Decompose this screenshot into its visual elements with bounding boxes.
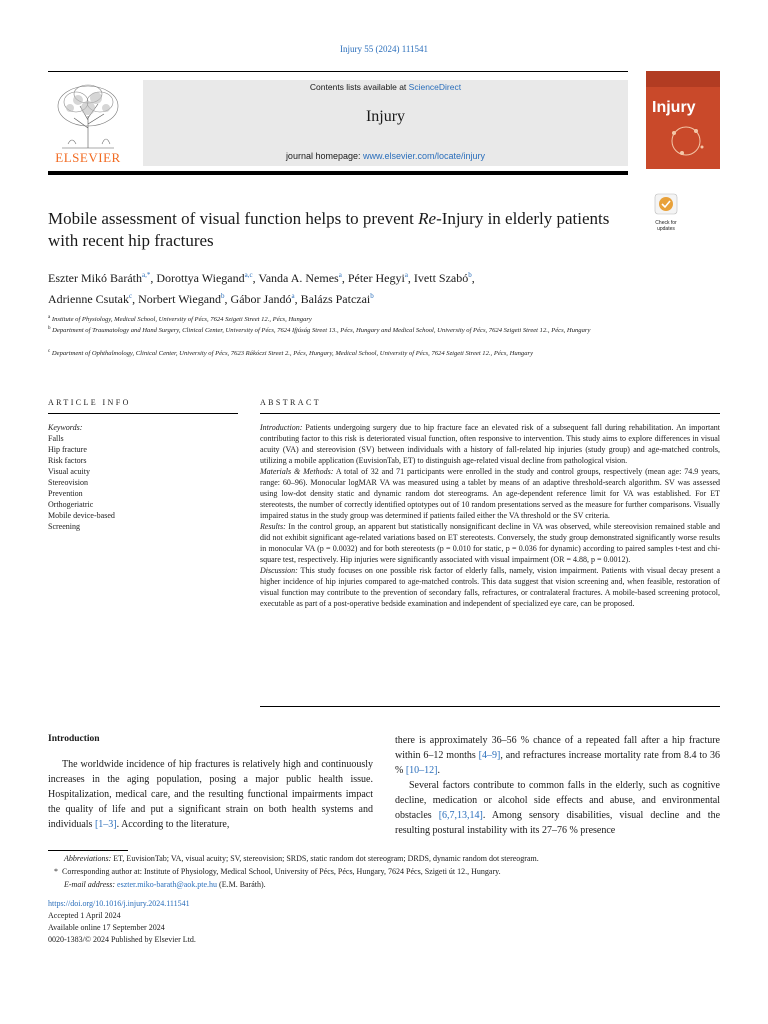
abstract-heading: ABSTRACT bbox=[260, 398, 321, 407]
abstract-discussion-label: Discussion: bbox=[260, 566, 298, 575]
body-paragraph bbox=[48, 757, 373, 832]
abstract-methods bbox=[260, 466, 720, 521]
citation-link[interactable]: [4–9] bbox=[478, 750, 501, 761]
sciencedirect-link[interactable]: ScienceDirect bbox=[408, 82, 462, 92]
homepage-link[interactable]: www.elsevier.com/locate/injury bbox=[363, 151, 486, 161]
author-affil-marker[interactable]: a bbox=[404, 271, 408, 279]
author-affil-marker[interactable]: a,c bbox=[244, 271, 253, 279]
email-suffix: (E.M. Baráth). bbox=[217, 880, 266, 889]
elsevier-wordmark: ELSEVIER bbox=[55, 150, 121, 165]
affiliation bbox=[48, 346, 628, 359]
abstract-results-text: In the control group, an apparent but statistically nonsignificant decline in VA was observed, while stereovision remained stable and did not exhibit significant age-related variations based on ET stereotests. Conversely, the study group demonstrated significantly worse results in monocular VA (p = 0.0032) and for both stereotests (p = 0.010 for static, p = 0.036 for dynamic) according to paired samples t-test and chi-square test, respectively. Hip injuries were significantly associated with visual impairment (OR = 4.88, p = 0.0012). bbox=[260, 522, 720, 564]
affiliation-text: Department of Ophthalmology, Clinical Center, University of Pécs, 7623 Rákóczi Street 2., Pécs, Hungary, Medical School, University of Pécs, 7624 Szigeti Street 12., Pécs, Hungary bbox=[51, 350, 534, 358]
author-affil-marker[interactable]: b bbox=[370, 292, 374, 300]
abbreviations-label: Abbreviations: bbox=[64, 854, 112, 863]
abstract-intro-label: Introduction: bbox=[260, 423, 303, 432]
homepage-prefix: journal homepage: bbox=[285, 151, 363, 161]
abstract-methods-label: Materials & Methods: bbox=[260, 467, 334, 476]
abbreviations-text: ET, EuvisionTab; VA, visual acuity; SV, stereovision; SRDS, static random dot stereogram; DRDS, dynamic random dot stereogram. bbox=[111, 854, 539, 863]
keywords-label: Keywords: bbox=[48, 423, 83, 432]
affiliation-text: Institute of Physiology, Medical School, University of Pécs, 7624 Szigeti Street 12., Pécs, Hungary bbox=[51, 316, 312, 324]
citation-link[interactable]: [10–12] bbox=[405, 765, 438, 776]
doi-link[interactable]: https://doi.org/10.1016/j.injury.2024.111541 bbox=[48, 899, 190, 908]
title-emphasis: Re bbox=[418, 209, 437, 228]
body-text: . bbox=[437, 765, 441, 776]
keyword: Stereovision bbox=[48, 478, 88, 487]
abstract-discussion bbox=[260, 565, 720, 609]
author-affil-marker[interactable]: c bbox=[128, 292, 133, 300]
affiliation bbox=[48, 323, 628, 336]
abstract-bottom-rule bbox=[260, 706, 720, 707]
affiliation-marker: b bbox=[48, 326, 51, 331]
keyword: Orthogeriatric bbox=[48, 500, 94, 509]
check-updates-icon bbox=[651, 193, 681, 215]
copyright: 0020-1383/© 2024 Published by Elsevier Ltd. bbox=[48, 935, 196, 944]
keyword: Mobile device-based bbox=[48, 511, 115, 520]
body-paragraph bbox=[395, 733, 720, 778]
affiliation-marker: c bbox=[48, 349, 51, 354]
author-name: Ivett Szabó bbox=[413, 271, 469, 285]
article-title bbox=[48, 208, 628, 252]
body-text: . According to the literature, bbox=[116, 819, 230, 830]
publication-info bbox=[48, 898, 448, 946]
email-link[interactable]: eszter.miko-barath@aok.pte.hu bbox=[117, 880, 218, 889]
journal-citation[interactable]: Injury 55 (2024) 111541 bbox=[339, 44, 429, 54]
footnotes bbox=[48, 852, 708, 891]
author-name: Balázs Patczai bbox=[300, 292, 371, 306]
abbreviations-note bbox=[48, 852, 708, 865]
affiliation-marker: a bbox=[48, 315, 51, 320]
affiliation-text: Department of Traumatology and Hand Surgery, Clinical Center, University of Pécs, 7624 Ifjúság Street 13., Pécs, Hungary and Medical School, University of Pécs, 7624 Szigeti Street 12., Pécs, Hungary bbox=[52, 327, 591, 335]
email-label: E-mail address: bbox=[64, 880, 116, 889]
keyword: Risk factors bbox=[48, 456, 87, 465]
body-paragraph bbox=[395, 778, 720, 838]
contents-available bbox=[143, 82, 628, 92]
corresponding-text: Corresponding author at: Institute of Physiology, Medical School, University of Pécs, Pécs, Hungary, 7624 Pécs, Szigeti út 12., Hungary. bbox=[62, 867, 501, 876]
introduction-heading: Introduction bbox=[48, 734, 100, 744]
author-list: Eszter Mikó Baráth$^{a,*}$, Dorottya Wiegand$^{a,c}$, Vanda A. Nemes$^a$, Péter Hegyi$^a$, Ivett Szabó$^b$, Adrienne Csutak$^c$, Norbert Wiegand$^b$, Gábor Jandó$^a$, Balázs Patczai$^b$ bbox=[48, 271, 475, 306]
keyword: Visual acuity bbox=[48, 467, 90, 476]
author-name: Norbert Wiegand bbox=[138, 292, 222, 306]
abstract-intro-text: Patients undergoing surgery due to hip fracture face an elevated risk of a subsequent fall during rehabilitation. An important contributing factor to this risk is deteriorated visual function, often responsive to intervention. This study aims to explore differences in visual acuity (VA) and stereovision (SV) between individuals with a history of fall-related hip injuries (study group) and age-matched controls, utilizing a mobile application (EuvisionTab, ET) to distinguish age-related visual decline from pathological vision. bbox=[260, 423, 720, 465]
abstract-results bbox=[260, 521, 720, 565]
keyword: Hip fracture bbox=[48, 445, 87, 454]
email-note bbox=[48, 878, 708, 891]
citation-link[interactable]: [1–3] bbox=[94, 819, 117, 830]
author-name: Adrienne Csutak bbox=[48, 292, 129, 306]
title-part-2: -Injury in elderly patients with recent hip fractures bbox=[48, 209, 610, 250]
body-column-left bbox=[48, 757, 373, 832]
body-text: there is approximately 36–56 % chance of a repeated fall after a hip fracture within 6–12 months bbox=[395, 735, 720, 761]
keywords-block bbox=[48, 422, 238, 532]
corresponding-mark: * bbox=[54, 867, 58, 876]
abstract-body bbox=[260, 422, 720, 609]
footnote-rule bbox=[48, 850, 128, 851]
header-rule-top bbox=[48, 71, 628, 72]
author-affil-marker[interactable]: a bbox=[291, 292, 295, 300]
abstract-rule bbox=[260, 413, 720, 414]
author-name: Gábor Jandó bbox=[230, 292, 292, 306]
journal-homepage bbox=[143, 151, 628, 161]
journal-cover-image bbox=[646, 71, 720, 169]
author-name: Vanda A. Nemes bbox=[258, 271, 339, 285]
check-updates-label: Check for updates bbox=[655, 220, 677, 232]
journal-name: Injury bbox=[365, 108, 406, 125]
check-for-updates-badge[interactable] bbox=[651, 193, 681, 232]
body-column-right bbox=[395, 733, 720, 838]
available-date: Available online 17 September 2024 bbox=[48, 923, 165, 932]
abstract-methods-text: A total of 32 and 71 participants were enrolled in the study and control groups, respectively (mean age: 74.9 years, range: 60–96). Monocular logMAR VA was measured using a tablet by means of an adaptive threshold-search algorithm. SV was assessed using low-dot density static and dynamic random dot stereograms. An age-dependent reference limit for VA was established. For ET stereotests, the number of correctly identified optotypes out of 10 random presentations served as the measure for further comparisons. Visually impaired status in the study group was determined if patients failed either the VA threshold or the SV criteria. bbox=[260, 467, 721, 520]
contents-prefix: Contents lists available at bbox=[309, 82, 409, 92]
author-affil-marker[interactable]: b bbox=[468, 271, 472, 279]
author-name: Dorottya Wiegand bbox=[156, 271, 245, 285]
body-text: . Among sensory disabilities, visual decline and the resulting postural instability with its 27–76 % presence bbox=[395, 810, 721, 836]
keyword: Falls bbox=[48, 434, 64, 443]
author-name: Péter Hegyi bbox=[347, 271, 405, 285]
keyword: Screening bbox=[48, 522, 80, 531]
body-text: , and refractures increase mortality rate from 8.4 to 36 % bbox=[395, 750, 720, 776]
corresponding-author-note bbox=[48, 865, 708, 878]
citation-link[interactable]: [6,7,13,14] bbox=[438, 810, 483, 821]
article-info-rule bbox=[48, 413, 238, 414]
abstract-discussion-text: This study focuses on one possible risk factor of elderly falls, namely, vision impairment. Patients with visual decay present a higher incidence of hip injuries compared to age-matched controls. This data suggest that vision screening and, when feasible, restoration of visual function may contribute to the prevention of secondary falls, refractures, or contralateral fractures. A mobile-based screening protocol, executable as part of a post-operative bedside examination and independent of specialized eye care, can be proposed. bbox=[260, 566, 720, 608]
author-affil-marker[interactable]: b bbox=[221, 292, 225, 300]
abstract-introduction bbox=[260, 422, 720, 466]
header-rule-thick bbox=[48, 171, 628, 175]
author-affil-marker[interactable]: a,* bbox=[141, 271, 151, 279]
keyword: Prevention bbox=[48, 489, 83, 498]
accepted-date: Accepted 1 April 2024 bbox=[48, 911, 121, 920]
body-text: The worldwide incidence of hip fractures is relatively high and continuously increases in the aging population, posing a major public health issue. Hospitalization, medical care, and the resulting functional impairments impact the quality of life and put a significant strain on both health systems and individuals bbox=[48, 759, 373, 830]
author-name: Eszter Mikó Baráth bbox=[48, 271, 142, 285]
article-info-heading: ARTICLE INFO bbox=[48, 398, 131, 407]
cover-title: Injury bbox=[652, 99, 696, 116]
abstract-results-label: Results: bbox=[260, 522, 286, 531]
title-part-1: Mobile assessment of visual function helps to prevent bbox=[48, 209, 419, 228]
author-affil-marker[interactable]: a bbox=[338, 271, 342, 279]
body-text: Several factors contribute to common falls in the elderly, such as cognitive decline, medication or alcohol side effects and abuse, and environmental obstacles bbox=[395, 780, 720, 821]
